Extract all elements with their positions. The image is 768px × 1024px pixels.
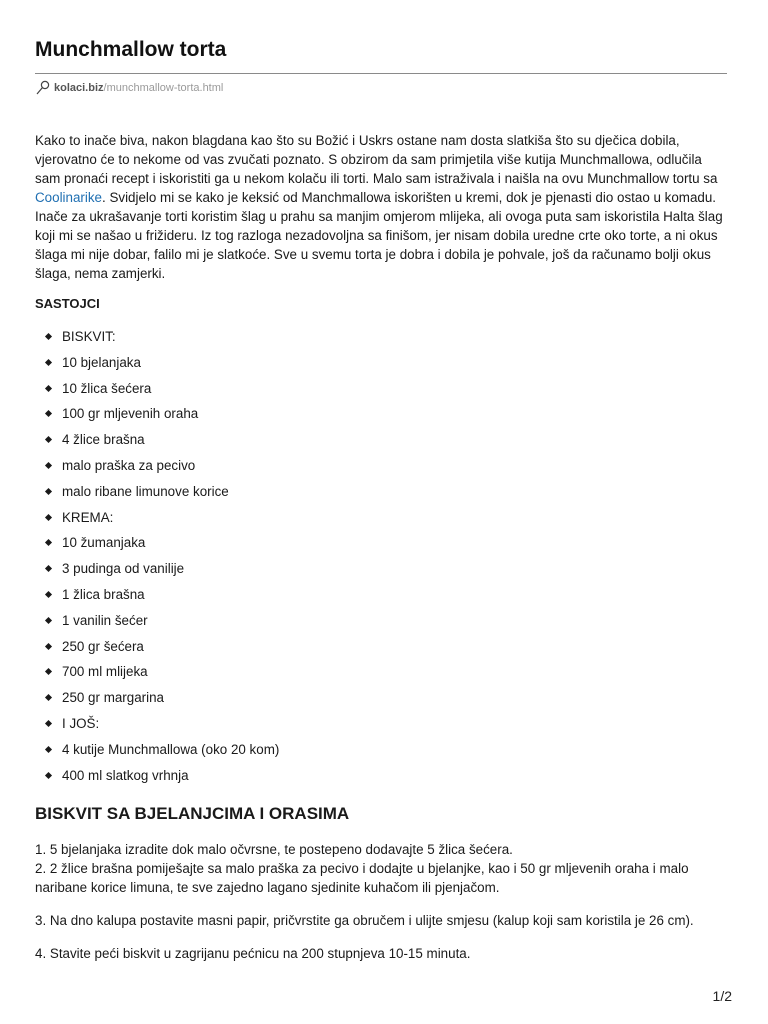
bullet-icon — [45, 410, 52, 417]
list-item-text: malo praška za pecivo — [62, 457, 196, 473]
list-item — [35, 430, 279, 456]
list-item-text: 1 vanilin šećer — [62, 612, 148, 628]
bullet-icon — [45, 591, 52, 598]
list-item — [35, 611, 279, 637]
step-4: 4. Stavite peći biskvit u zagrijanu pećnicu na 200 stupnjeva 10-15 minuta. — [35, 946, 471, 961]
list-item-text: I JOŠ: — [62, 715, 100, 731]
bullet-icon — [45, 359, 52, 366]
bullet-icon — [45, 462, 52, 469]
intro-paragraph — [35, 131, 727, 283]
list-item — [35, 533, 279, 559]
list-item-text: 10 žumanjaka — [62, 535, 146, 551]
list-item — [35, 404, 279, 430]
list-item-text: 400 ml slatkog vrhnja — [62, 767, 189, 783]
list-item-text: 100 gr mljevenih oraha — [62, 406, 199, 422]
list-item-text: 4 kutije Munchmallowa (oko 20 kom) — [62, 741, 280, 757]
list-item — [35, 482, 279, 508]
list-item — [35, 714, 279, 740]
list-item — [35, 662, 279, 688]
bullet-icon — [45, 617, 52, 624]
bullet-icon — [45, 668, 52, 675]
list-item-text: 4 žlice brašna — [62, 432, 145, 448]
ingredients-list — [35, 327, 279, 791]
list-item — [35, 456, 279, 482]
section-heading: BISKVIT SA BJELANJCIMA I ORASIMA — [35, 804, 350, 823]
list-item — [35, 740, 279, 766]
pin-icon — [35, 80, 51, 96]
list-item — [35, 559, 279, 585]
list-item-text: BISKVIT: — [62, 329, 116, 344]
list-item-text: KREMA: — [62, 509, 114, 525]
list-item — [35, 327, 279, 353]
bullet-icon — [45, 694, 52, 701]
bullet-icon — [45, 746, 52, 753]
step-2: 2. 2 žlice brašna pomiješajte sa malo praška za pecivo i dodajte u bjelanjke, kao i 50 gr mljevenih oraha i malo naribane korice limuna, te sve zajedno lagano sjedinite kuhačom ili pjenjačom. — [35, 861, 689, 895]
list-item-text: 3 pudinga od vanilije — [62, 561, 185, 577]
list-item-text: 10 žlica šećera — [62, 380, 152, 396]
bullet-icon — [45, 333, 52, 340]
bullet-icon — [45, 720, 52, 727]
intro-text-1: Kako to inače biva, nakon blagdana kao što su Božić i Uskrs ostane nam dosta slatkiša što su dječica dobila, vjerovatno će to nekome od vas zvučati poznato. S obzirom da sam primjetila više kutija Munchmallowa, odlučila sam pronaći recept i iskoristiti ga u nekom kolaču ili torti. Malo sam istraživala i naišla na ovu Munchmallow tortu sa — [35, 133, 718, 186]
bullet-icon — [45, 772, 52, 779]
step-1: 1. 5 bjelanjaka izradite dok malo očvrsne, te postepeno dodavajte 5 žlica šećera. — [35, 842, 513, 857]
title-divider — [35, 73, 727, 74]
intro-text-2: . Svidjelo mi se kako je keksić od Manchmallowa iskorišten u kremi, dok je pjenasti dio ostao u komadu. Inače za ukrašavanje torti koristim šlag u prahu sa manjim omjerom mlijeka, ali ovoga puta sam iskoristila Halta šlag koji mi se našao u frižideru. Iz tog razloga nezadovoljna sa finišom, jer nisam dobila uredne crte oko torte, a ni okus šlaga mi nije dobar, falilo mi je slatkoće. Sve u svemu torta je dobra i dobila je pohvale, još da računamo bolji okus šlaga, nema zamjerki. — [35, 190, 723, 281]
list-item — [35, 353, 279, 379]
list-item-text: 700 ml mlijeka — [62, 664, 148, 680]
page-title: Munchmallow torta — [35, 38, 227, 61]
list-item-text: 1 žlica brašna — [62, 586, 145, 602]
list-item-text: malo ribane limunove korice — [62, 483, 229, 499]
step-3: 3. Na dno kalupa postavite masni papir, pričvrstite ga obručem i ulijte smjesu (kalup koji sam koristila je 26 cm). — [35, 913, 694, 928]
bullet-icon — [45, 514, 52, 521]
list-item-text: 250 gr margarina — [62, 690, 164, 706]
source-link[interactable] — [35, 80, 223, 96]
bullet-icon — [45, 488, 52, 495]
list-item — [35, 637, 279, 663]
bullet-icon — [45, 385, 52, 392]
source-path[interactable]: /munchmallow-torta.html — [103, 82, 224, 94]
list-item — [35, 585, 279, 611]
list-item-text: 10 bjelanjaka — [62, 354, 141, 370]
list-item — [35, 688, 279, 714]
ingredients-label: SASTOJCI — [35, 296, 100, 311]
coolinarike-link[interactable]: Coolinarike — [35, 190, 102, 205]
list-item — [35, 766, 279, 792]
list-item-text: 250 gr šećera — [62, 638, 144, 654]
source-domain[interactable]: kolaci.biz — [54, 82, 104, 94]
list-item — [35, 379, 279, 405]
bullet-icon — [45, 539, 52, 546]
page-number: 1/2 — [712, 988, 732, 1004]
bullet-icon — [45, 565, 52, 572]
list-item — [35, 508, 279, 534]
bullet-icon — [45, 643, 52, 650]
bullet-icon — [45, 436, 52, 443]
